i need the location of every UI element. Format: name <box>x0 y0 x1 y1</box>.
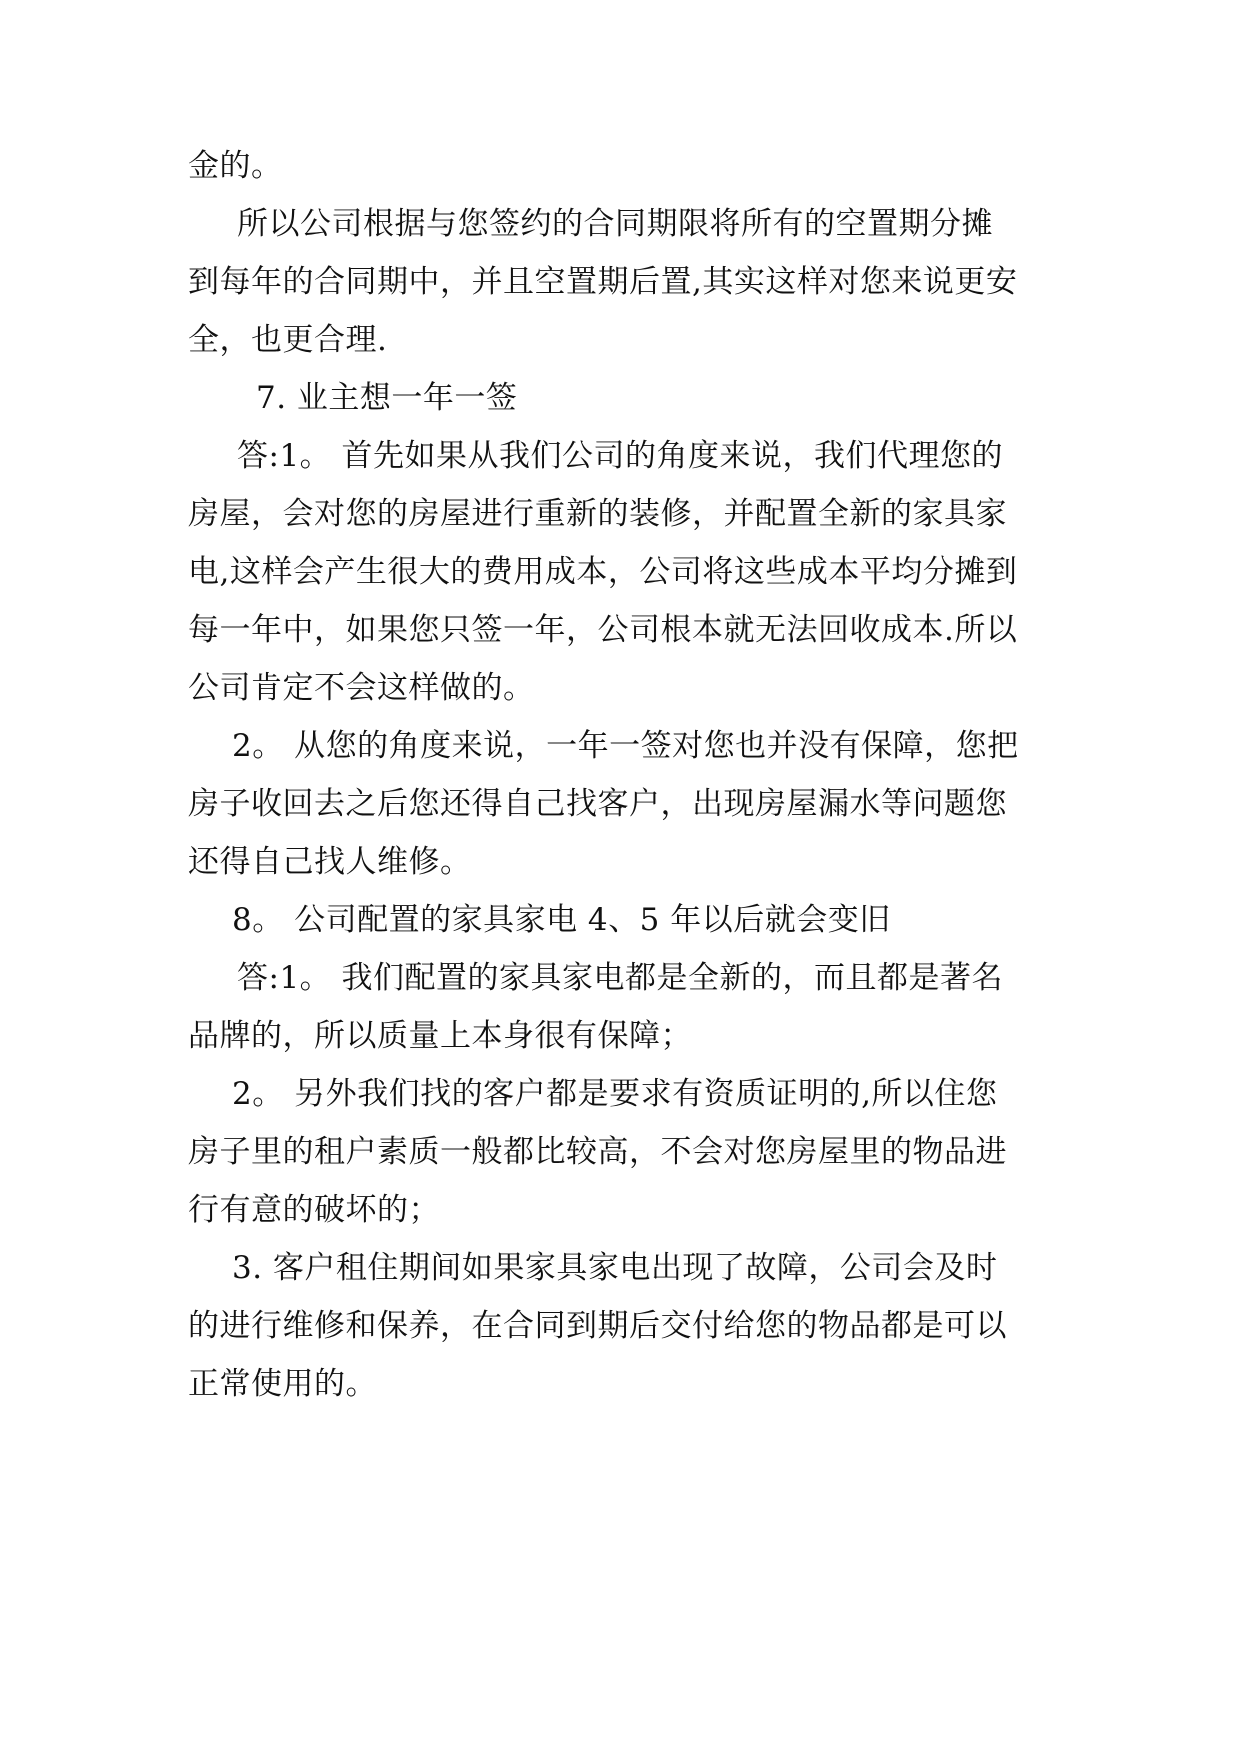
text-line: 每一年中，如果您只签一年，公司根本就无法回收成本.所以 <box>188 612 1018 648</box>
text-line: 答:1。 首先如果从我们公司的角度来说，我们代理您的 <box>237 438 1004 474</box>
text-line: 房子里的租户素质一般都比较高，不会对您房屋里的物品进 <box>188 1134 1007 1170</box>
text-line: 3. 客户租住期间如果家具家电出现了故障，公司会及时 <box>232 1250 998 1286</box>
text-line: 电,这样会产生很大的费用成本，公司将这些成本平均分摊到 <box>188 554 1018 590</box>
text-line: 答:1。 我们配置的家具家电都是全新的，而且都是著名 <box>237 960 1004 996</box>
text-line: 所以公司根据与您签约的合同期限将所有的空置期分摊 <box>237 206 993 242</box>
text-line: 到每年的合同期中，并且空置期后置,其实这样对您来说更安 <box>188 264 1018 300</box>
section-heading: 8。 公司配置的家具家电 4、5 年以后就会变旧 <box>232 902 891 938</box>
text-line: 房子收回去之后您还得自己找客户，出现房屋漏水等问题您 <box>188 786 1007 822</box>
text-line: 正常使用的。 <box>188 1366 377 1402</box>
text-line: 品牌的，所以质量上本身很有保障； <box>188 1018 692 1054</box>
text-line: 2。 从您的角度来说，一年一签对您也并没有保障，您把 <box>232 728 1019 764</box>
text-line: 房屋，会对您的房屋进行重新的装修，并配置全新的家具家 <box>188 496 1007 532</box>
text-line: 2。 另外我们找的客户都是要求有资质证明的,所以住您 <box>232 1076 998 1112</box>
section-heading: 7. 业主想一年一签 <box>256 380 518 416</box>
text-line: 全，也更合理. <box>188 322 388 358</box>
text-line: 行有意的破坏的； <box>188 1192 440 1228</box>
text-line: 的进行维修和保养，在合同到期后交付给您的物品都是可以 <box>188 1308 1007 1344</box>
text-line: 还得自己找人维修。 <box>188 844 472 880</box>
text-line: 公司肯定不会这样做的。 <box>188 670 535 706</box>
text-line: 金的。 <box>188 148 283 184</box>
